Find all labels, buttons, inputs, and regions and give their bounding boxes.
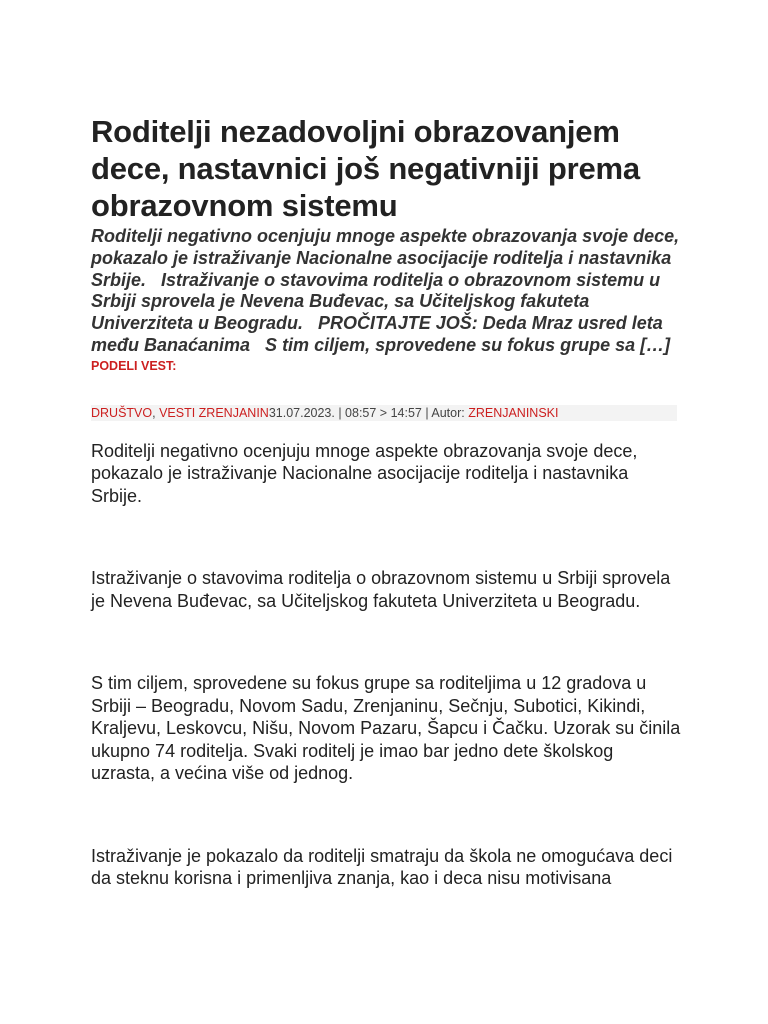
author-link[interactable]: ZRENJANINSKI [468, 405, 559, 420]
article-meta [91, 405, 677, 421]
category-link-drustvo[interactable]: DRUŠTVO [91, 405, 153, 420]
article-paragraph: Roditelji negativno ocenjuju mnoge aspekte obrazovanja svoje dece, pokazalo je istraživanje Nacionalne asocijacije roditelja i nastavnika Srbije. [91, 440, 638, 506]
share-label: PODELI VEST: [91, 358, 177, 373]
article [91, 113, 685, 950]
article-title: Roditelji nezadovoljni obrazovanjem dece, nastavnici još negativniji prema obrazovnom sistemu [91, 114, 640, 223]
category-link-vesti-zrenjanin[interactable]: VESTI ZRENJANIN [159, 405, 269, 420]
article-paragraph: S tim ciljem, sprovedene su fokus grupe sa roditeljima u 12 gradova u Srbiji – Beogradu, Novom Sadu, Zrenjaninu, Sečnju, Subotici, Kikindi, Kraljevu, Leskovcu, Nišu, Novom Pazaru, Šapcu i Čačku. Uzorak su činila ukupno 74 roditelja. Svaki roditelj je imao bar jedno dete školskog uzrasta, a većina više od jednog. [91, 673, 681, 784]
category-separator: , [152, 405, 160, 420]
article-paragraph: Istraživanje je pokazalo da roditelji smatraju da škola ne omogućava deci da steknu korisna i primenljiva znanja, kao i deca nisu motivisana [91, 845, 673, 889]
article-date-time: 31.07.2023. | 08:57 > 14:57 | Autor: [268, 405, 469, 420]
article-body [91, 440, 681, 890]
article-lead: Roditelji negativno ocenjuju mnoge aspekte obrazovanja svoje dece, pokazalo je istraživanje Nacionalne asocijacije roditelja i nastavnika Srbije. Istraživanje o stavovima roditelja o obrazovnom sistemu u Srbiji sprovela je Nevena Buđevac, sa Učiteljskog fakuteta Univerziteta u Beogradu. PROČITAJTE JOŠ: Deda Mraz usred leta među Banaćanima S tim ciljem, sprovedene su fokus grupe sa […] [91, 226, 685, 355]
article-paragraph: Istraživanje o stavovima roditelja o obrazovnom sistemu u Srbiji sprovela je Nevena Buđevac, sa Učiteljskog fakuteta Univerziteta u Beogradu. [91, 568, 671, 611]
